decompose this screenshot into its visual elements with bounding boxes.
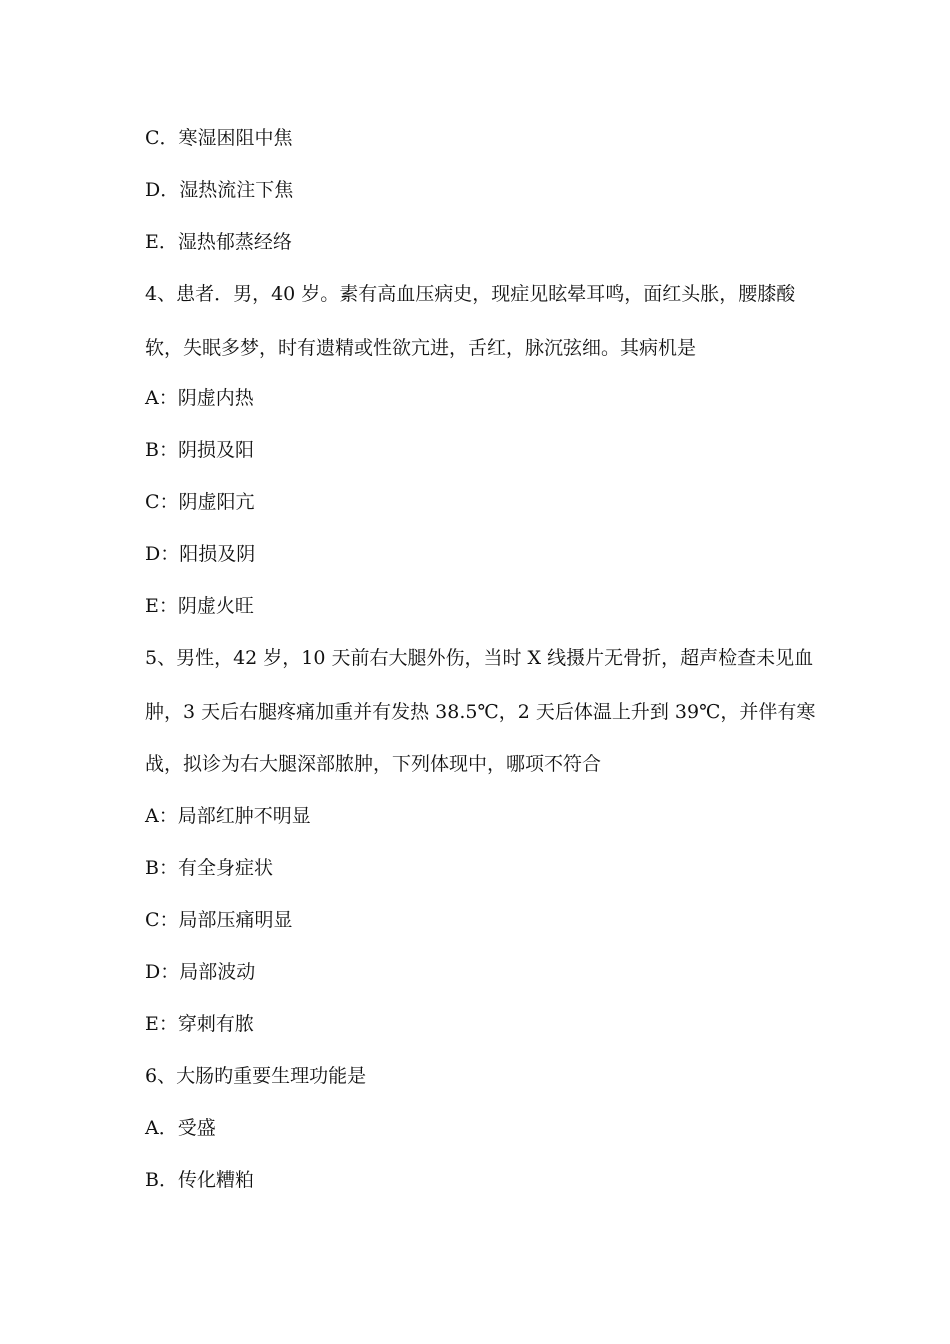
question-4-line-1: 4、患者．男，40 岁。素有高血压病史，现症见眩晕耳鸣，面红头胀，腰膝酸	[145, 283, 796, 305]
question-5-line-2: 肿，3 天后右腿疼痛加重并有发热 38.5℃，2 天后体温上升到 39℃，并伴有寒	[145, 701, 816, 723]
q5-option-e: E：穿刺有脓	[145, 1013, 254, 1035]
q5-option-c: C：局部压痛明显	[145, 909, 293, 931]
option-e-line: E．湿热郁蒸经络	[145, 231, 292, 253]
q4-option-e: E：阴虚火旺	[145, 595, 254, 617]
q4-option-b: B：阴损及阳	[145, 439, 254, 461]
q6-option-b: B．传化糟粕	[145, 1169, 254, 1191]
question-6-line-1: 6、大肠旳重要生理功能是	[145, 1065, 367, 1087]
option-c-line: C．寒湿困阻中焦	[145, 127, 293, 149]
q4-option-d: D：阳损及阴	[145, 543, 256, 565]
q6-option-a: A．受盛	[145, 1117, 216, 1139]
q4-option-c: C：阴虚阳亢	[145, 491, 255, 513]
q5-option-d: D：局部波动	[145, 961, 256, 983]
q5-option-b: B：有全身症状	[145, 857, 273, 879]
question-4-line-2: 软，失眠多梦，时有遗精或性欲亢进，舌红，脉沉弦细。其病机是	[145, 337, 697, 359]
question-5-line-3: 战，拟诊为右大腿深部脓肿，下列体现中，哪项不符合	[145, 753, 602, 775]
q4-option-a: A：阴虚内热	[145, 387, 254, 409]
q5-option-a: A：局部红肿不明显	[145, 805, 311, 827]
option-d-line: D．湿热流注下焦	[145, 179, 294, 201]
question-5-line-1: 5、男性，42 岁，10 天前右大腿外伤，当时 X 线摄片无骨折，超声检查未见血	[145, 647, 814, 669]
